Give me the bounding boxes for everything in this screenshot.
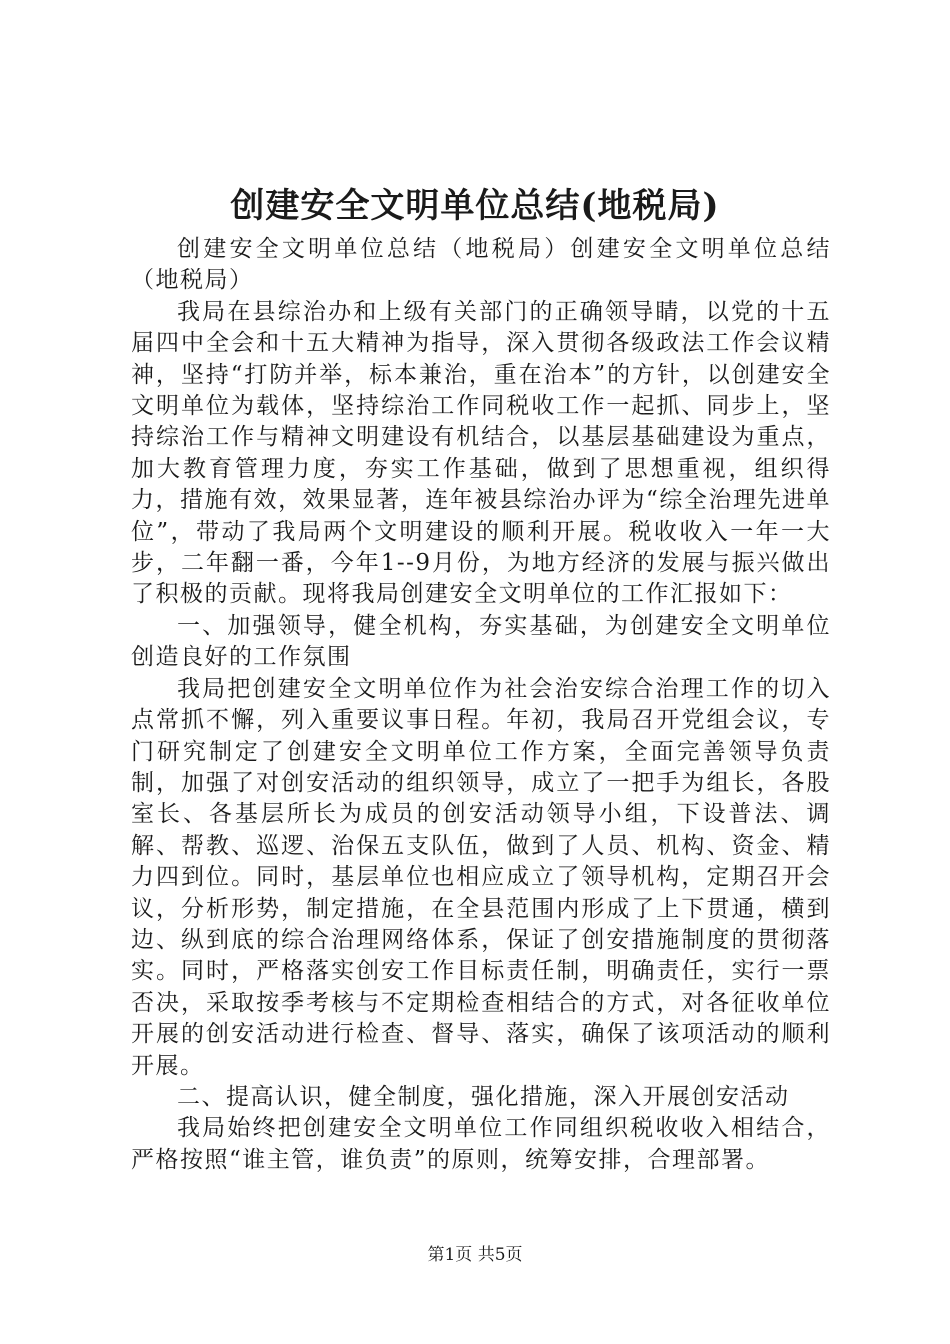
page-number-footer: 第1页 共5页 xyxy=(427,1245,523,1265)
body-paragraph: 我局在县综治办和上级有关部门的正确领导睛，以党的十五届四中全会和十五大精神为指导，深入贯彻各级政法工作会议精神，坚持“打防并举，标本兼治，重在治本”的方针，以创建安全文明单位为载体，坚持综治工作同税收工作一起抓、同步上，坚持综治工作与精神文明建设有机结合，以基层基础建设为重点，加大教育管理力度，夯实工作基础，做到了思想重视，组织得力，措施有效，效果显著，连年被县综治办评为“综全治理先进单位”，带动了我局两个文明建设的顺利开展。税收收入一年一大步，二年翻一番，今年1--9月份，为地方经济的发展与振兴做出了积极的贡献。现将我局创建安全文明单位的工作汇报如下： xyxy=(131,298,831,608)
body-paragraph: 我局把创建安全文明单位作为社会治安综合治理工作的切入点常抓不懈，列入重要议事日程。年初，我局召开党组会议，专门研究制定了创建安全文明单位工作方案，全面完善领导负责制，加强了对创安活动的组织领导，成立了一把手为组长，各股室长、各基层所长为成员的创安活动领导小组，下设普法、调解、帮教、巡逻、治保五支队伍，做到了人员、机构、资金、精力四到位。同时，基层单位也相应成立了领导机构，定期召开会议，分析形势，制定措施，在全县范围内形成了上下贯通，横到边、纵到底的综合治理网络体系，保证了创安措施制度的贯彻落实。同时，严格落实创安工作目标责任制，明确责任，实行一票否决，采取按季考核与不定期检查相结合的方式，对各征收单位开展的创安活动进行检查、督导、落实，确保了该项活动的顺利开展。 xyxy=(131,675,831,1079)
document-title: 创建安全文明单位总结(地税局) xyxy=(230,186,720,226)
body-paragraph: 我局始终把创建安全文明单位工作同组织税收收入相结合，严格按照“谁主管，谁负责”的原则，统筹安排，合理部署。 xyxy=(131,1115,831,1173)
body-paragraph: 创建安全文明单位总结（地税局）创建安全文明单位总结（地税局） xyxy=(131,236,831,294)
section-heading: 一、加强领导，健全机构，夯实基础，为创建安全文明单位创造良好的工作氛围 xyxy=(131,612,831,671)
document-body xyxy=(131,234,831,1176)
section-heading: 二、提高认识，健全制度，强化措施，深入开展创安活动 xyxy=(177,1083,790,1110)
